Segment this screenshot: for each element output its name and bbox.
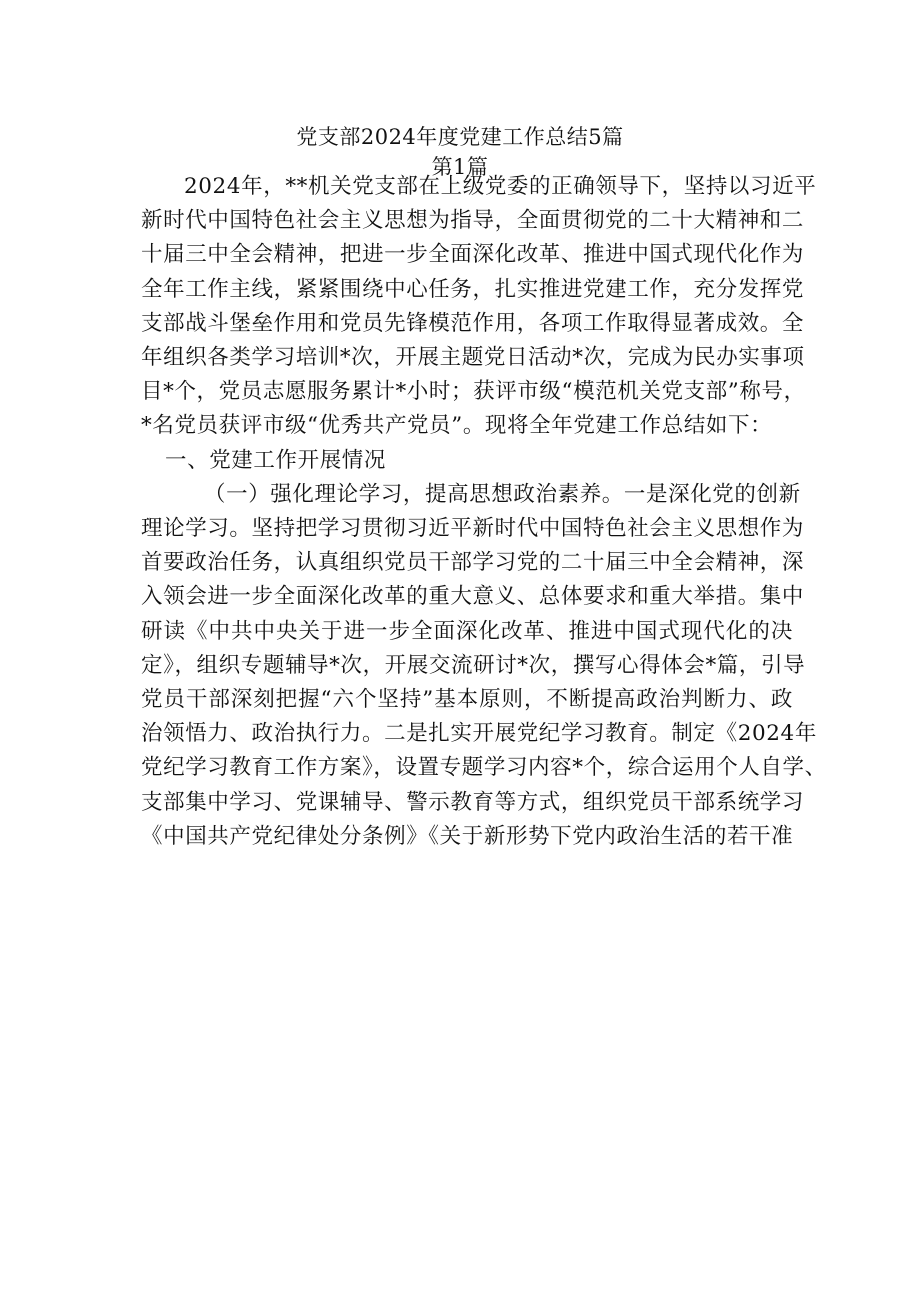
paragraph-line: 定》，组织专题辅导*次，开展交流研讨*次，撰写心得体会*篇，引导: [141, 652, 806, 678]
paragraph-line: 目*个，党员志愿服务累计*小时；获评市级“模范机关党支部”称号，: [141, 379, 806, 405]
paragraph-line: 首要政治任务，认真组织党员干部学习党的二十届三中全会精神，深: [141, 550, 805, 576]
paragraph-line: 2024年，**机关党支部在上级党委的正确领导下，坚持以习近平: [184, 174, 817, 199]
paragraph-line: 研读《中共中央关于进一步全面深化改革、推进中国式现代化的决: [141, 618, 793, 644]
paragraph-line: 支部战斗堡垒作用和党员先锋模范作用，各项工作取得显著成效。全: [141, 310, 805, 336]
paragraph-line: 十届三中全会精神，把进一步全面深化改革、推进中国式现代化作为: [141, 242, 805, 268]
document-subtitle: 第1篇: [431, 155, 489, 179]
paragraph-line: 新时代中国特色社会主义思想为指导，全面贯彻党的二十大精神和二: [141, 208, 805, 234]
paragraph-line: 《中国共产党纪律处分条例》《关于新形势下党内政治生活的若干准: [141, 823, 794, 849]
paragraph-line: 入领会进一步全面深化改革的重大意义、总体要求和重大举措。集中: [141, 584, 805, 610]
document-title: 党支部2024年度党建工作总结5篇: [296, 125, 624, 149]
paragraph-line: 理论学习。坚持把学习贯彻习近平新时代中国特色社会主义思想作为: [141, 516, 805, 542]
paragraph-line: 党员干部深刻把握“六个坚持”基本原则，不断提高政治判断力、政: [141, 687, 793, 713]
paragraph-line: 年组织各类学习培训*次，开展主题党日活动*次，完成为民办实事项: [141, 345, 805, 371]
section-heading: 一、党建工作开展情况: [165, 447, 387, 473]
paragraph-line: （一）强化理论学习，提高思想政治素养。一是深化党的创新: [204, 481, 801, 507]
paragraph-line: 治领悟力、政治执行力。二是扎实开展党纪学习教育。制定《2024年: [141, 721, 817, 747]
paragraph-line: *名党员获评市级“优秀共产党员”。现将全年党建工作总结如下：: [141, 413, 773, 439]
document-body: [141, 170, 827, 854]
paragraph-line: 党纪学习教育工作方案》，设置专题学习内容*个，综合运用个人自学、: [141, 755, 827, 781]
paragraph-line: 全年工作主线，紧紧围绕中心任务，扎实推进党建工作，充分发挥党: [141, 276, 805, 302]
paragraph-line: 支部集中学习、党课辅导、警示教育等方式，组织党员干部系统学习: [141, 789, 805, 815]
